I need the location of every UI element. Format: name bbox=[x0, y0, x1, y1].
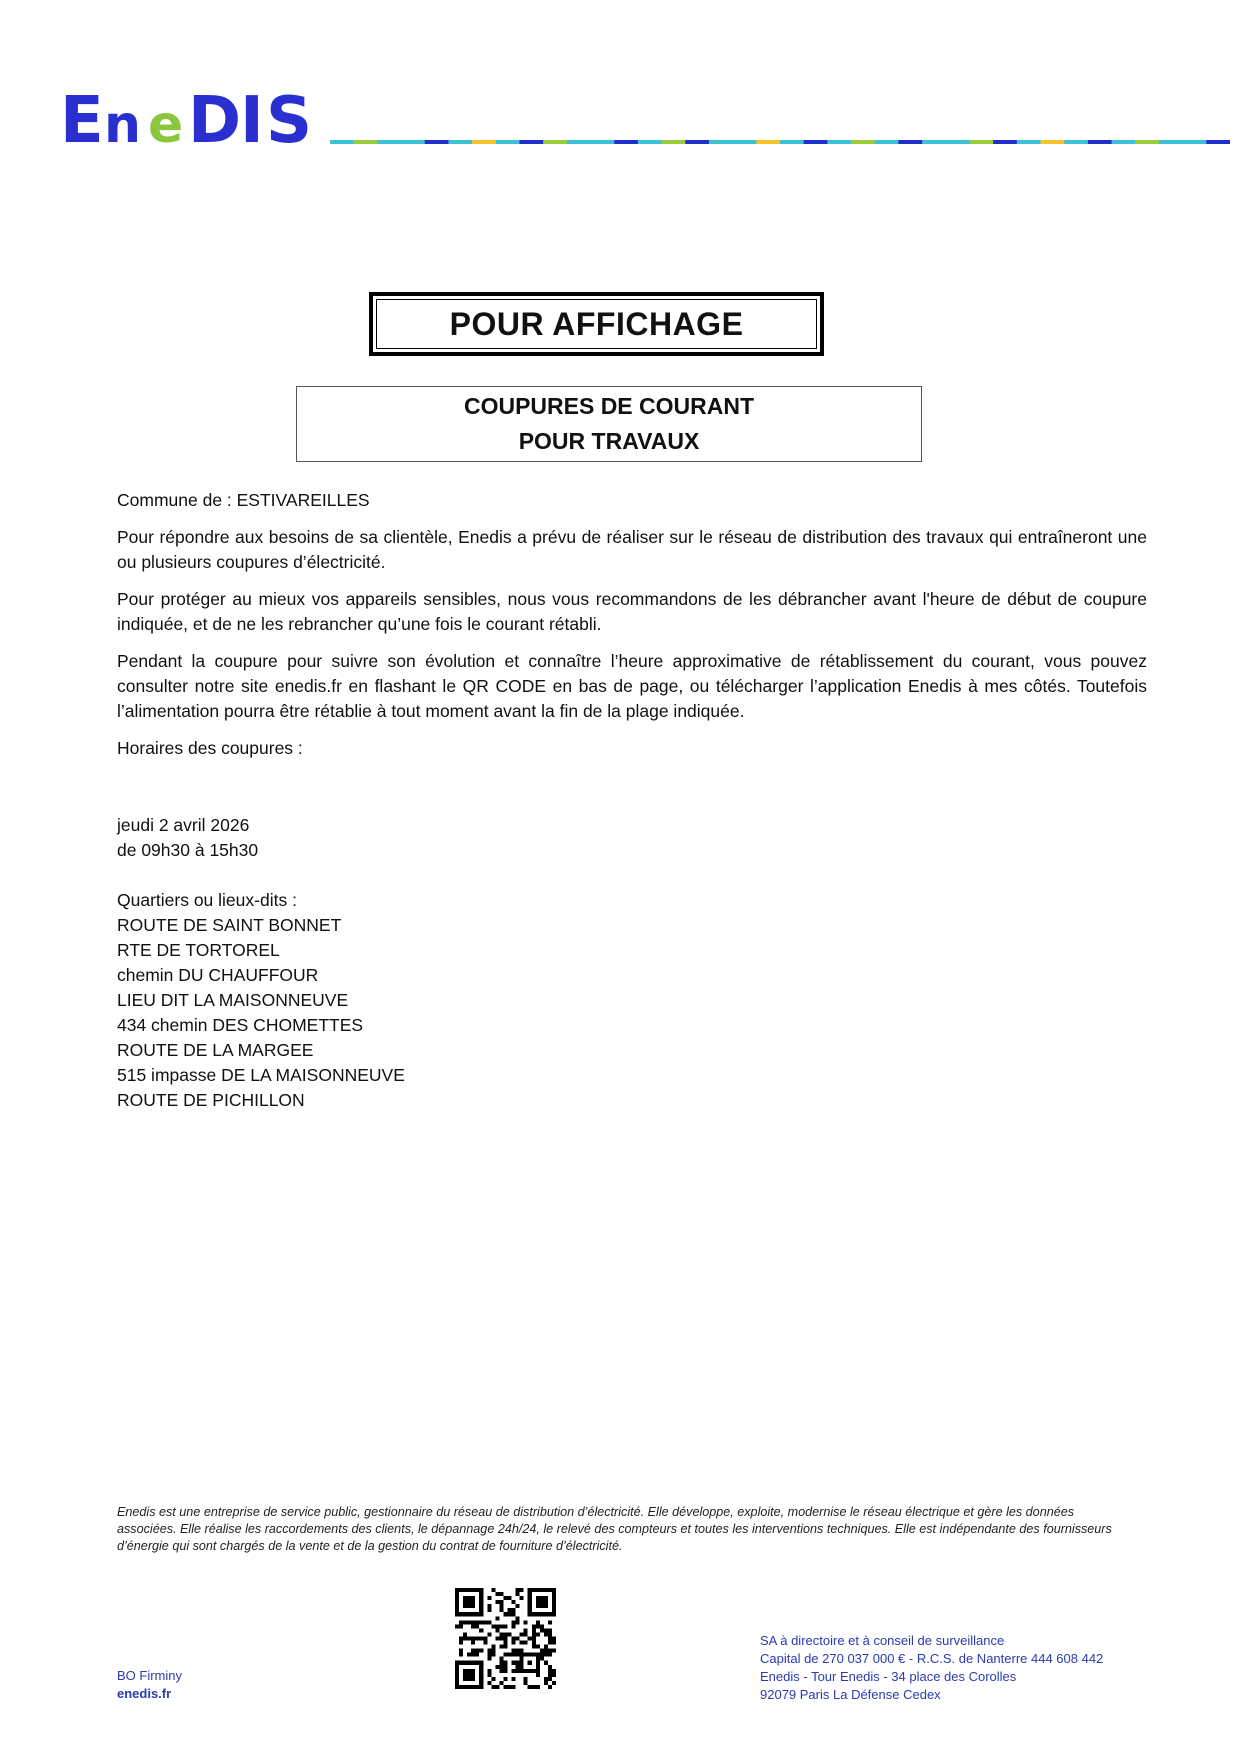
svg-text:D: D bbox=[188, 90, 242, 150]
list-item: ROUTE DE SAINT BONNET bbox=[117, 915, 342, 935]
outage-time: de 09h30 à 15h30 bbox=[117, 840, 259, 860]
notice-body bbox=[117, 488, 1147, 1113]
list-item: 434 chemin DES CHOMETTES bbox=[117, 1015, 364, 1035]
subtitle-box bbox=[296, 386, 922, 462]
page-title: POUR AFFICHAGE bbox=[449, 305, 744, 342]
company-info-line: Enedis - Tour Enedis - 34 place des Corolles bbox=[760, 1669, 1017, 1684]
commune: Commune de : ESTIVAREILLES bbox=[117, 490, 370, 510]
list-item: ROUTE DE LA MARGEE bbox=[117, 1040, 314, 1060]
outage-date: jeudi 2 avril 2026 bbox=[117, 815, 250, 835]
list-item: 515 impasse DE LA MAISONNEUVE bbox=[117, 1065, 405, 1085]
quartiers-list bbox=[117, 913, 1147, 1113]
list-item: RTE DE TORTOREL bbox=[117, 940, 280, 960]
svg-text:E: E bbox=[60, 90, 102, 150]
svg-text:S: S bbox=[266, 90, 313, 150]
svg-text:n: n bbox=[104, 95, 142, 150]
qr-code[interactable] bbox=[455, 1588, 556, 1689]
svg-text:e: e bbox=[148, 95, 184, 150]
list-item: ROUTE DE PICHILLON bbox=[117, 1090, 305, 1110]
list-item: LIEU DIT LA MAISONNEUVE bbox=[117, 990, 349, 1010]
horaires-label: Horaires des coupures : bbox=[117, 738, 303, 758]
footer-legal-note: Enedis est une entreprise de service public, gestionnaire du réseau de distribution d’électricité. Elle développe, exploite, modernise le réseau électrique et gère les données associées. Elle réalise les raccordements des clients, le dépannage 24h/24, le relevé des compteurs et toutes les interventions techniques. Elle est indépendante des fournisseurs d’énergie qui sont chargés de la vente et de la gestion du contrat de fourniture d’électricité. bbox=[117, 1505, 1112, 1553]
footer-left bbox=[117, 1667, 182, 1703]
title-box bbox=[369, 292, 824, 356]
website-link[interactable]: enedis.fr bbox=[117, 1686, 172, 1701]
quartiers-label: Quartiers ou lieux-dits : bbox=[117, 890, 297, 910]
list-item: chemin DU CHAUFFOUR bbox=[117, 965, 319, 985]
office-name: BO Firminy bbox=[117, 1668, 182, 1683]
footer-right bbox=[760, 1632, 1103, 1704]
paragraph-2: Pour protéger au mieux vos appareils sensibles, nous vous recommandons de les débrancher avant l'heure de début de coupure indiquée, et de ne les rebrancher qu’une fois le courant rétabli. bbox=[117, 589, 1147, 634]
company-info-line: Capital de 270 037 000 € - R.C.S. de Nanterre 444 608 442 bbox=[760, 1651, 1104, 1666]
company-info-line: SA à directoire et à conseil de surveillance bbox=[760, 1633, 1005, 1648]
subtitle-line-1: COUPURES DE COURANT bbox=[463, 393, 755, 419]
subtitle-line-2: POUR TRAVAUX bbox=[518, 428, 700, 454]
header-color-stripe bbox=[330, 140, 1230, 146]
paragraph-3: Pendant la coupure pour suivre son évolution et connaître l’heure approximative de rétablissement du courant, vous pouvez consulter notre site enedis.fr en flashant le QR CODE en bas de page, ou télécharger l’application Enedis à mes côtés. Toutefois l’alimentation pourra être rétablie à tout moment avant la fin de la plage indiquée. bbox=[117, 651, 1147, 721]
enedis-logo bbox=[60, 90, 322, 150]
svg-text:I: I bbox=[240, 90, 264, 150]
paragraph-1: Pour répondre aux besoins de sa clientèle, Enedis a prévu de réaliser sur le réseau de distribution des travaux qui entraîneront une ou plusieurs coupures d’électricité. bbox=[117, 527, 1147, 572]
company-info-line: 92079 Paris La Défense Cedex bbox=[760, 1687, 941, 1702]
